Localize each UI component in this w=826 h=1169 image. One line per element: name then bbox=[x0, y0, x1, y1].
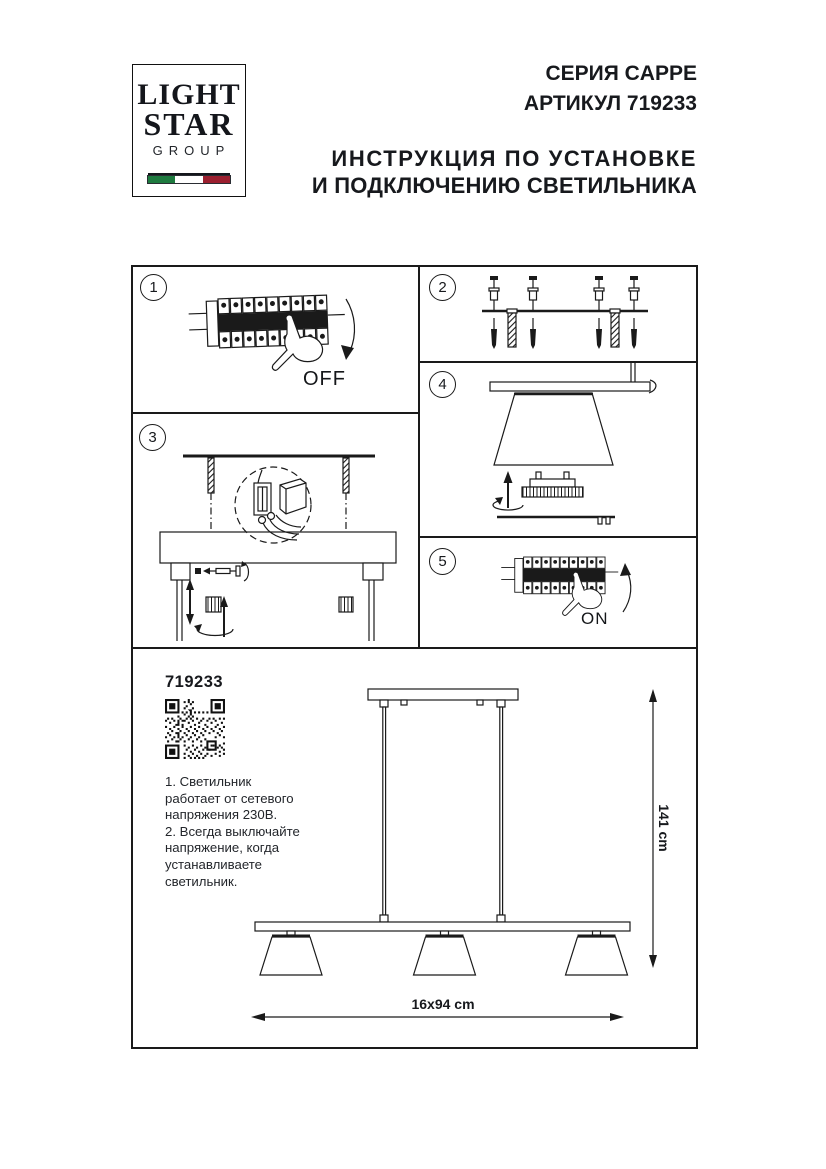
note-line: работает от сетевого bbox=[165, 790, 294, 806]
step-2-number: 2 bbox=[429, 274, 456, 301]
step-3-number: 3 bbox=[139, 424, 166, 451]
off-label: OFF bbox=[303, 368, 346, 390]
step4-shade-illustration bbox=[490, 362, 656, 524]
instruction-title-line1: ИНСТРУКЦИЯ ПО УСТАНОВКЕ bbox=[331, 146, 697, 171]
note-line: устанавливаете bbox=[165, 856, 262, 872]
note-line: 1. Светильник bbox=[165, 774, 252, 789]
step5-breaker-on-illustration bbox=[501, 557, 631, 615]
logo-word-group: GROUP bbox=[152, 143, 231, 158]
instruction-title-line2: И ПОДКЛЮЧЕНИЮ СВЕТИЛЬНИКА bbox=[311, 173, 697, 198]
step-5-number: 5 bbox=[429, 548, 456, 575]
height-dimension-label: 141 cm bbox=[656, 804, 672, 852]
series-title: СЕРИЯ CAPPE bbox=[545, 62, 697, 85]
note-line: светильник. bbox=[165, 873, 238, 889]
width-dimension-label: 16x94 cm bbox=[411, 996, 475, 1012]
step-1-number: 1 bbox=[140, 274, 167, 301]
italian-flag-stripes bbox=[148, 176, 230, 183]
logo-word-light: LIGHT bbox=[137, 78, 241, 111]
step3-mounting-illustration bbox=[160, 456, 396, 641]
flag-white-stripe bbox=[175, 176, 202, 183]
flag-red-stripe bbox=[203, 176, 230, 183]
qr-code bbox=[165, 699, 225, 759]
note-line: 2. Всегда выключайте bbox=[165, 823, 300, 839]
note-line: напряжение, когда bbox=[165, 840, 280, 856]
italian-flag-bar bbox=[148, 173, 230, 184]
step2-dowels-illustration bbox=[482, 276, 648, 349]
logo-word-star: STAR bbox=[143, 106, 235, 142]
on-label: ON bbox=[581, 609, 609, 628]
product-notes bbox=[165, 774, 315, 890]
article-title: АРТИКУЛ 719233 bbox=[523, 92, 697, 115]
flag-green-stripe bbox=[148, 176, 175, 183]
note-line: напряжения 230В. bbox=[165, 807, 278, 823]
step-4-number: 4 bbox=[429, 371, 456, 398]
lightstar-logo bbox=[132, 64, 246, 197]
step1-breaker-off-illustration bbox=[188, 295, 354, 371]
product-article-number: 719233 bbox=[165, 673, 224, 691]
